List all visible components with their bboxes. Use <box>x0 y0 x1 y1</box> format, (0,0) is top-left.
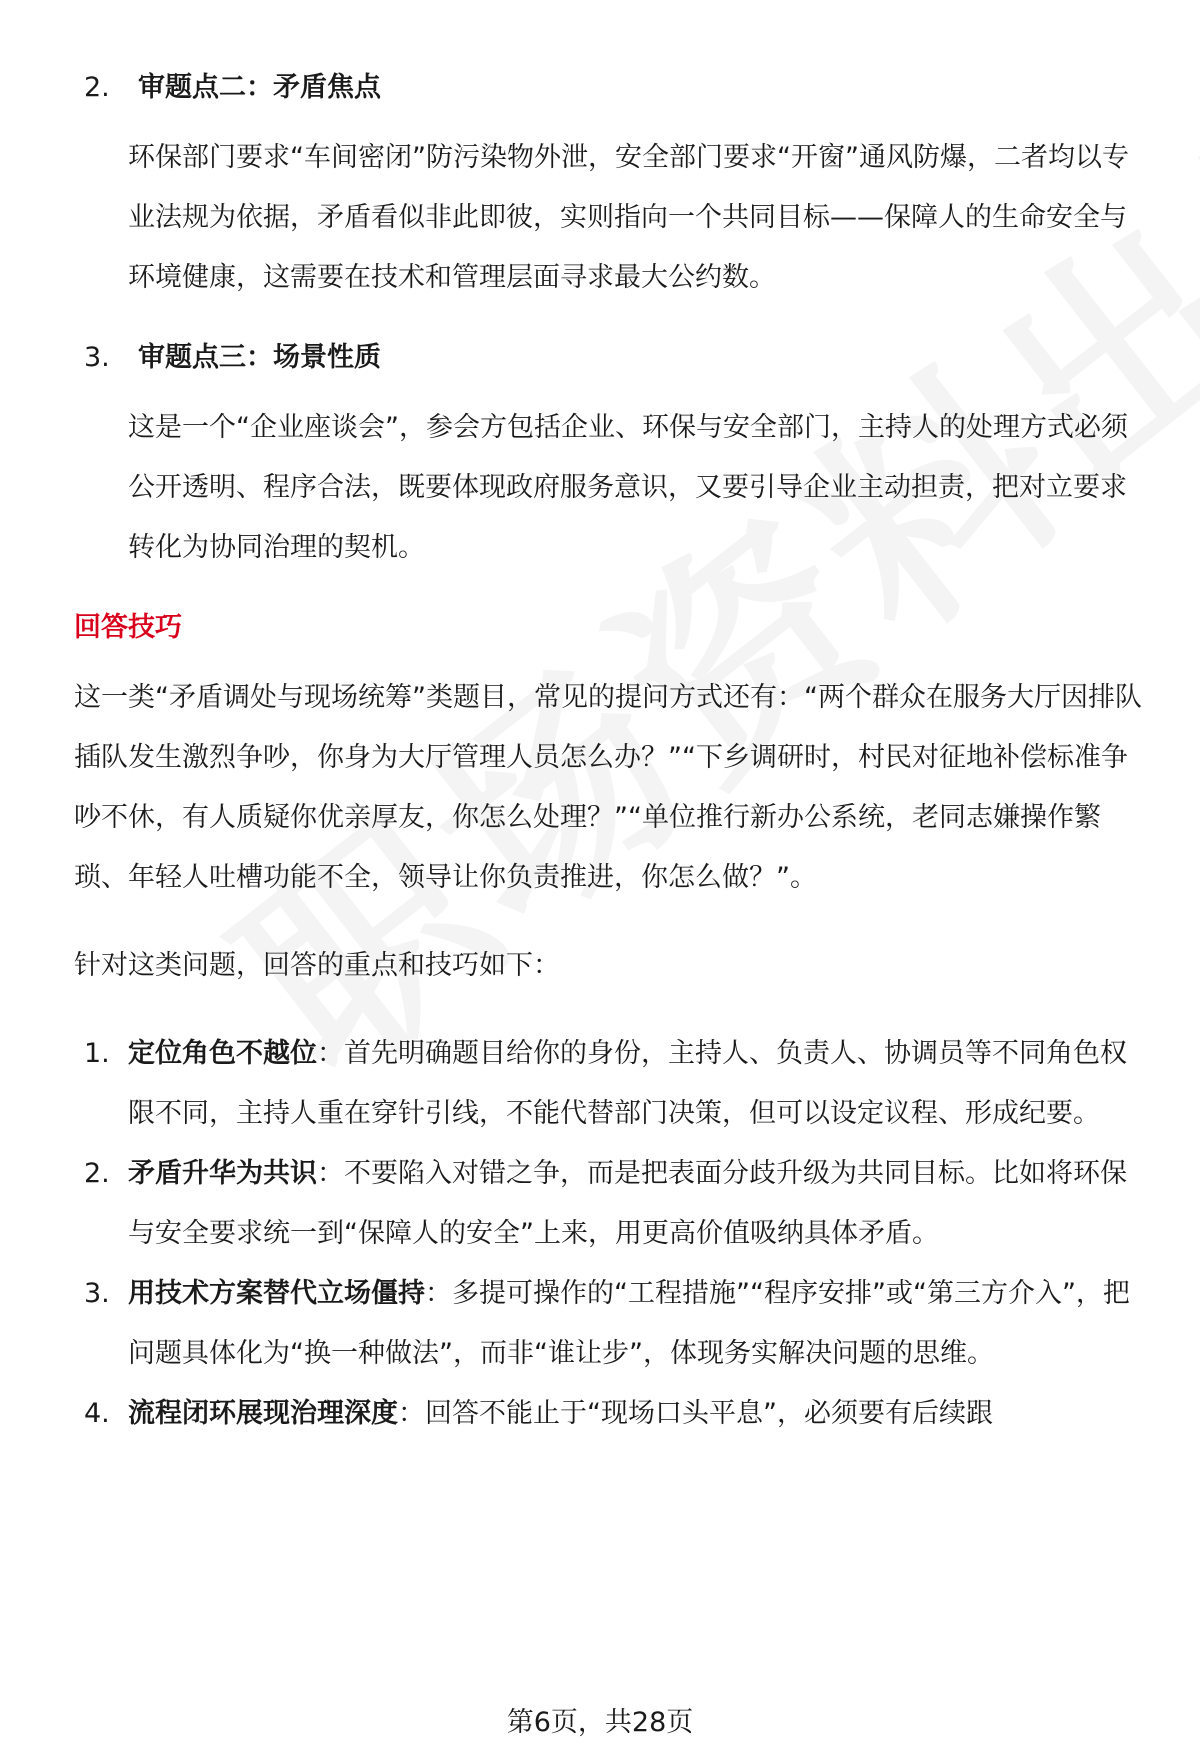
point2-heading <box>74 58 1150 118</box>
tip-number: 2. <box>84 1158 110 1189</box>
tips-list <box>74 1024 1150 1444</box>
point2-number: 2. <box>84 72 110 103</box>
point3-heading <box>74 328 1150 388</box>
tip-bold-title: 矛盾升华为共识 <box>128 1158 317 1189</box>
point3-paragraph: 这是一个“企业座谈会”，参会方包括企业、环保与安全部门，主持人的处理方式必须公开透明、程序合法，既要体现政府服务意识，又要引导企业主动担责，把对立要求转化为协同治理的契机。 <box>128 412 1128 563</box>
list-item <box>74 1264 1150 1384</box>
point2-title: 审题点二：矛盾焦点 <box>138 72 381 103</box>
point3-number: 3. <box>84 342 110 373</box>
tip-number: 4. <box>84 1398 110 1429</box>
point3-title: 审题点三：场景性质 <box>138 342 381 373</box>
answer-section-title: 回答技巧 <box>74 612 182 643</box>
tip-number: 1. <box>84 1038 110 1069</box>
answer-lead-paragraph: 针对这类问题，回答的重点和技巧如下： <box>74 950 560 981</box>
tip-bold-title: 流程闭环展现治理深度 <box>128 1398 398 1429</box>
list-item <box>74 1024 1150 1144</box>
list-item <box>74 1144 1150 1264</box>
tip-bold-title: 定位角色不越位 <box>128 1038 317 1069</box>
tip-number: 3. <box>84 1278 110 1309</box>
point2-paragraph: 环保部门要求“车间密闭”防污染物外泄，安全部门要求“开窗”通风防爆，二者均以专业法规为依据，矛盾看似非此即彼，实则指向一个共同目标——保障人的生命安全与环境健康，这需要在技术和管理层面寻求最大公约数。 <box>128 142 1129 293</box>
answer-intro-paragraph: 这一类“矛盾调处与现场统筹”类题目，常见的提问方式还有：“两个群众在服务大厅因排队插队发生激烈争吵，你身为大厅管理人员怎么办？”“下乡调研时，村民对征地补偿标准争吵不休，有人质疑你优亲厚友，你怎么处理？”“单位推行新办公系统，老同志嫌操作繁琐、年轻人吐槽功能不全，领导让你负责推进，你怎么做？”。 <box>74 682 1142 893</box>
document-page <box>74 58 1150 1444</box>
tip-text: ：首先明确题目给你的身份，主持人、负责人、协调员等不同角色权限不同，主持人重在穿针引线，不能代替部门决策，但可以设定议程、形成纪要。 <box>128 1038 1127 1129</box>
page-footer: 第6页，共28页 <box>506 1707 694 1738</box>
tip-text: ：回答不能止于“现场口头平息”，必须要有后续跟 <box>398 1398 993 1429</box>
list-item <box>74 1384 1150 1444</box>
tip-bold-title: 用技术方案替代立场僵持 <box>128 1278 425 1309</box>
tip-text: ：不要陷入对错之争，而是把表面分歧升级为共同目标。比如将环保与安全要求统一到“保障人的安全”上来，用更高价值吸纳具体矛盾。 <box>128 1158 1127 1249</box>
tip-text: ：多提可操作的“工程措施”“程序安排”或“第三方介入”，把问题具体化为“换一种做法”，而非“谁让步”，体现务实解决问题的思维。 <box>128 1278 1130 1369</box>
